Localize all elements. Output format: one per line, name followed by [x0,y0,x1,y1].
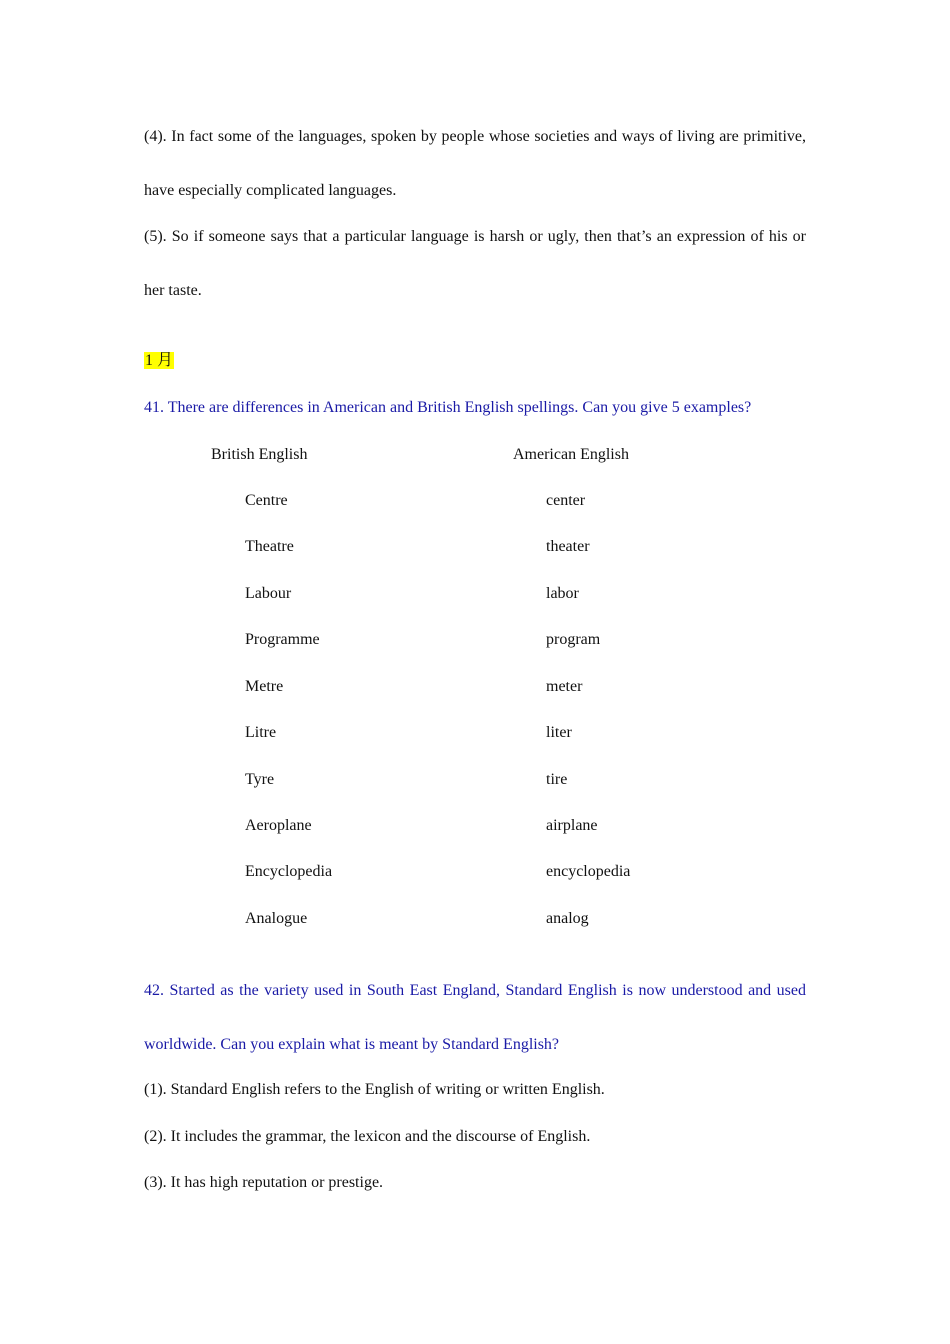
british-spelling: Analogue [245,910,308,927]
british-spelling: Aeroplane [245,817,312,834]
british-spelling: Programme [245,631,320,648]
american-spelling: theater [546,538,590,555]
answer-item-5: (5). So if someone says that a particular language is harsh or ugly, then that’s an expression of his or her taste. [144,228,806,299]
british-spelling: Litre [245,724,277,741]
british-spelling: Metre [245,678,284,695]
british-spelling: Theatre [245,538,294,555]
american-spelling: liter [546,724,572,741]
american-spelling: program [546,631,601,648]
answer-42-item-2: (2). It includes the grammar, the lexicon and the discourse of English. [144,1128,591,1145]
american-spelling: encyclopedia [546,863,631,880]
answer-item-4: (4). In fact some of the languages, spoken by people whose societies and ways of living are primitive, have especially complicated languages. [144,128,806,199]
table-header-british: British English [211,446,308,463]
british-spelling: Encyclopedia [245,863,333,880]
answer-42-item-1: (1). Standard English refers to the English of writing or written English. [144,1081,605,1098]
american-spelling: tire [546,771,568,788]
american-spelling: meter [546,678,583,695]
american-spelling: labor [546,585,579,602]
question-41: 41. There are differences in American and British English spellings. Can you give 5 examples? [144,399,752,416]
answer-42-item-3: (3). It has high reputation or prestige. [144,1174,384,1191]
american-spelling: center [546,492,586,509]
table-header-american: American English [513,446,629,463]
british-spelling: Labour [245,585,292,602]
british-spelling: Tyre [245,771,275,788]
month-tag [144,351,174,371]
month-tag-highlight: 1 月 [145,352,174,369]
question-42: 42. Started as the variety used in South East England, Standard English is now understood and used worldwide. Can you explain what is meant by Standard English? [144,982,806,1053]
american-spelling: airplane [546,817,598,834]
british-spelling: Centre [245,492,288,509]
american-spelling: analog [546,910,589,927]
